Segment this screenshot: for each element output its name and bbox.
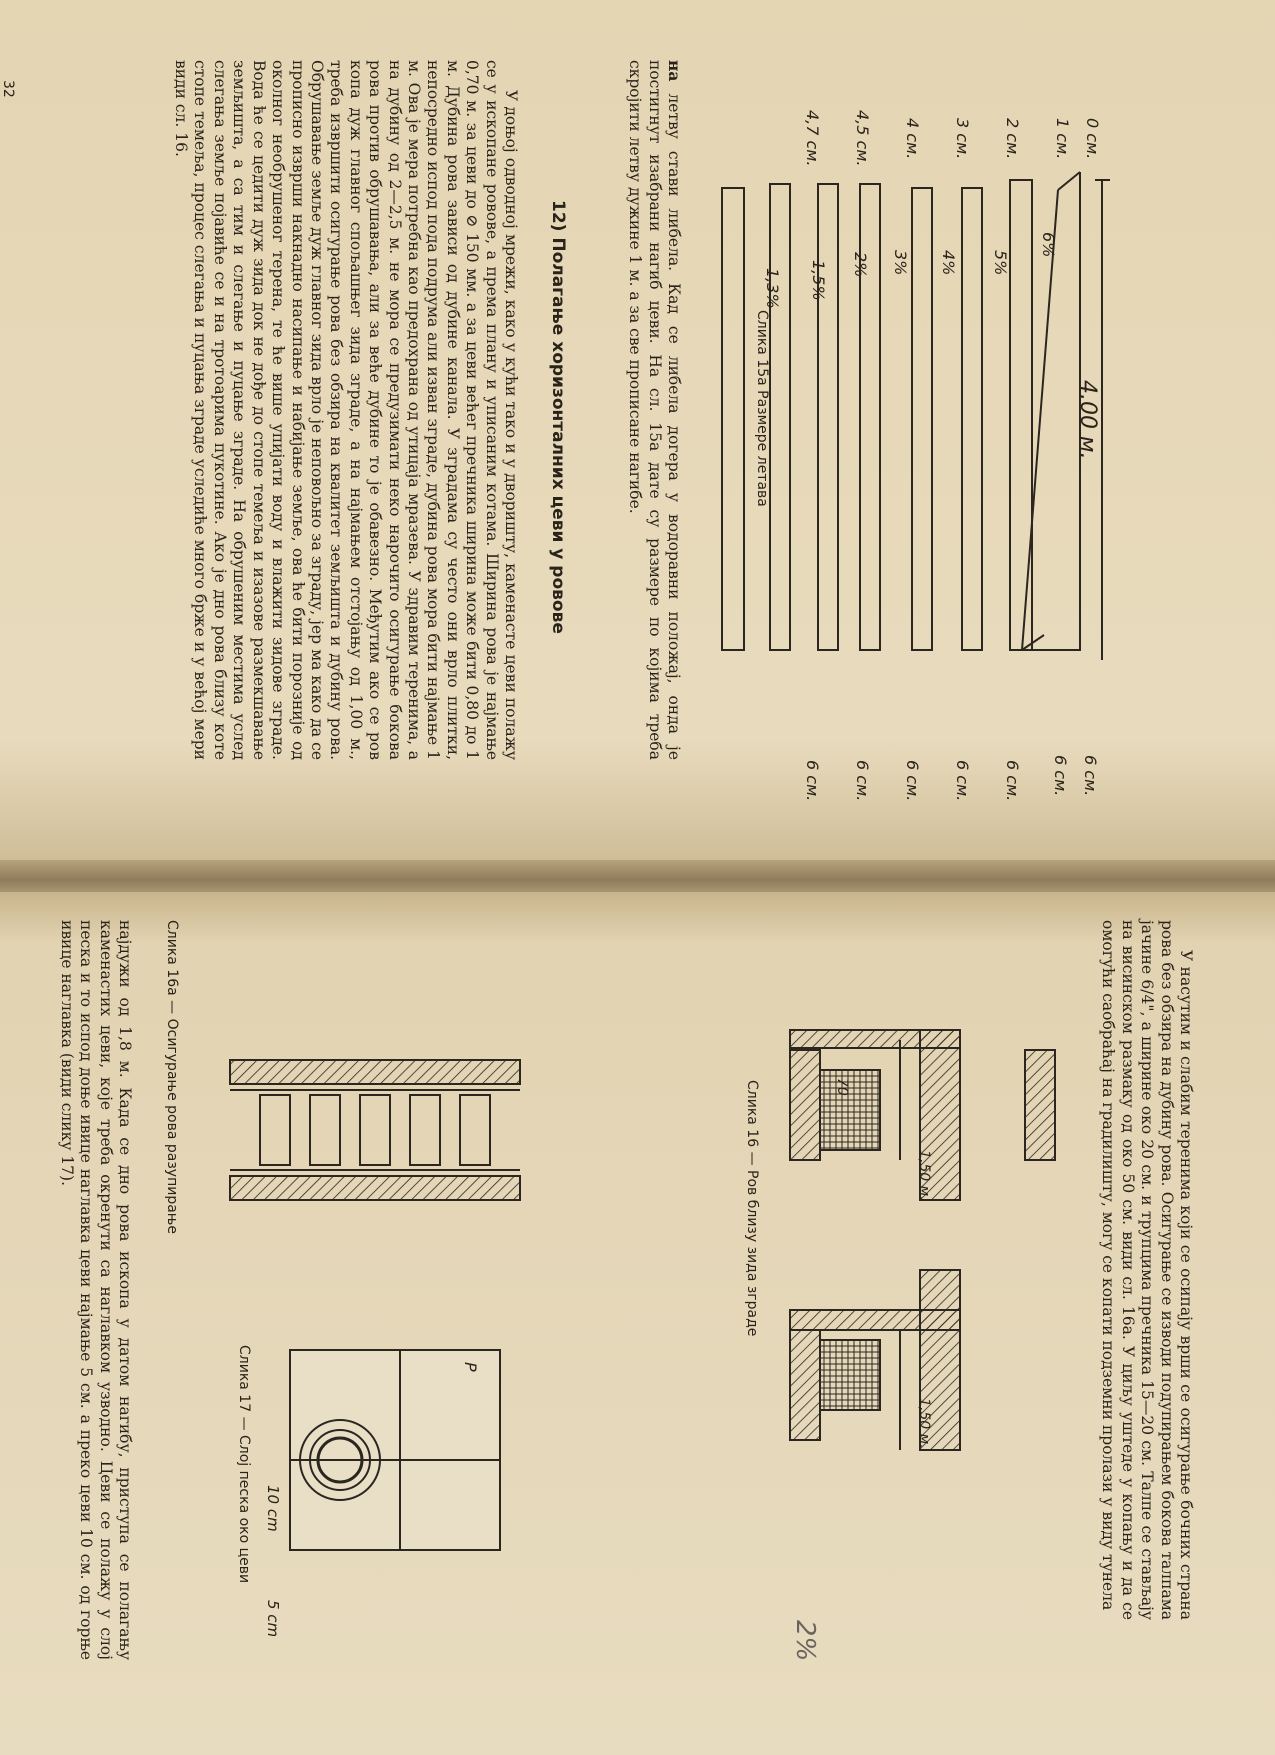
slope-label-3: 3% <box>891 250 910 276</box>
fig17-label-p: P <box>461 1362 480 1372</box>
right-label-2: 6 см. <box>1003 760 1022 802</box>
right-label-6: 6 см. <box>803 760 822 802</box>
right-label-0: 6 см. <box>1081 755 1100 797</box>
section-heading: 12) Полагање хоризонталних цеви у ровове <box>548 200 568 634</box>
lath-label-1: 1 см. <box>1053 118 1072 160</box>
bottom-paragraph-2: најдужи од 1,8 м. Када се дно рова ископа у датом нагибу, приступа се полагању каменастих цеви, које треба окренути са наглавком узводно. Цеви се полажу у слој песка и то испод доње ивице наглавка цеви најмање 5 см. а преко цеви 10 см. од горње ивице наглавка (види слику 17). <box>57 920 134 1660</box>
fig16-label-c: 70 <box>834 1078 850 1096</box>
lath-label-2: 2 см. <box>1003 118 1022 160</box>
intro-paragraph <box>625 60 684 760</box>
right-label-1: 6 см. <box>1051 755 1070 797</box>
figure-16-caption: Слика 16 — Ров близу зида зграде <box>744 1080 760 1337</box>
slope-label-1: 5% <box>991 250 1010 276</box>
lath-label-0: 0 см. <box>1083 118 1102 160</box>
figure-15a-caption: Слика 15а Размере летава <box>754 310 770 507</box>
intro-lead: на <box>665 60 684 82</box>
slope-label-0: 6% <box>1039 232 1058 258</box>
figure-17-caption: Слика 17 — Слој песка око цеви <box>236 1345 252 1584</box>
right-label-5: 6 см. <box>853 760 872 802</box>
section-body: У доњој одводној мрежи, како у кући тако и у дворишту, каменасте цеви полажу се у ископане ровове, а према плану и уписаним котама. Ширина рова је најмање 0,70 м. за цеви до ⊘ 150 мм. а за цеви већег пречника ширина може бити 0,80 до 1 м. Дубина рова зависи од дубине канала. У зградама су често они врло плитки, непосредно испод пода подрума али изван зграде, дубина рова мора бити најмање 1 м. Ова је мера потребна као предохрана од утицаја мразева. У здравим теренима, а на дубину од 2—2,5 м. не мора се предузимати неко нарочито осигурање бокова рова против обрушавања, али за веће дубине то је обавезно. Међутим ако се ров копа дуж главног спољашњег зида зграде, а на најмањем отстојању од 1,00 м., треба извршити осигурање рова без обзира на квалитет земљишта и дубину рова. Обрушавање земље дуж главног зида врло је неповољно за зграду, јер ма како да се прописно изврши накнадно насипање и набијање земље, ова ће бити порозније од околног необрушеног терена, те ће више упијати воду и влажити зидове зграде. Вода ће се цедити дуж зида док не дође до стопе темеља и изазове размекшавање земљишта, а са тим и слегање и пуцање зграде. На обрушеним местима услед слегања земље појавиће се и на тротоарима пукотине. Ако је дно рова близу коте стопе темеља, процес слегања и пуцања зграде уследиће много брже и у већој мери види сл. 16. <box>172 60 520 760</box>
page-number: 32 <box>0 80 16 98</box>
fig15a-length-label <box>1075 140 1100 740</box>
slope-label-2: 4% <box>939 250 958 276</box>
lath-label-4: 4 см. <box>903 118 922 160</box>
fig17-label-a: 5 cm <box>264 1600 282 1638</box>
length-label: 4.00 м. <box>1075 380 1100 460</box>
right-label-3: 6 см. <box>953 760 972 802</box>
fig17-label-b: 10 cm <box>264 1485 282 1532</box>
lath-label-5: 4,5 см. <box>853 110 872 167</box>
intro-text: летву стави либела. Кад се либела догера у водоравни положај, онда је постигнут изабрани нагиб цеви. На сл. 15а дате су размере по којима треба скројити летву дужине 1 м. а за све прописане нагибе. <box>626 60 683 760</box>
right-label-4: 6 см. <box>903 760 922 802</box>
lath-label-6: 4,7 см. <box>803 110 822 167</box>
pencil-note: 2% <box>790 1620 820 1662</box>
figure-16a-caption: Слика 16а — Осигурање рова разупирање <box>164 920 180 1235</box>
lath-label-3: 3 см. <box>953 118 972 160</box>
figure-16a-shoring <box>220 1040 530 1220</box>
bottom-paragraph-1: У насутим и слабим теренима који се осипају врши се осигурање бочних страна рова без обзира на дубину рова. Осигурање се изводи подупирањем бокова талпама јачине 6/4", а ширине око 20 см. и трупцима пречника 15—20 см. Талпе се стављају на висинском размаку од око 50 см. види сл. 16а. У циљу уштеде у копању и да се омогући саобраћај на градилишту, могу се копати подземни пролази у виду тунела <box>1099 920 1195 1620</box>
slope-label-4: 2% <box>851 252 870 278</box>
fig16-label-a: 1,50 м. <box>916 1150 932 1201</box>
slope-label-6: 1,3% <box>763 268 782 309</box>
slope-label-5: 1,5% <box>809 260 828 301</box>
fig16-label-b: 1,50 м. <box>916 1398 932 1449</box>
